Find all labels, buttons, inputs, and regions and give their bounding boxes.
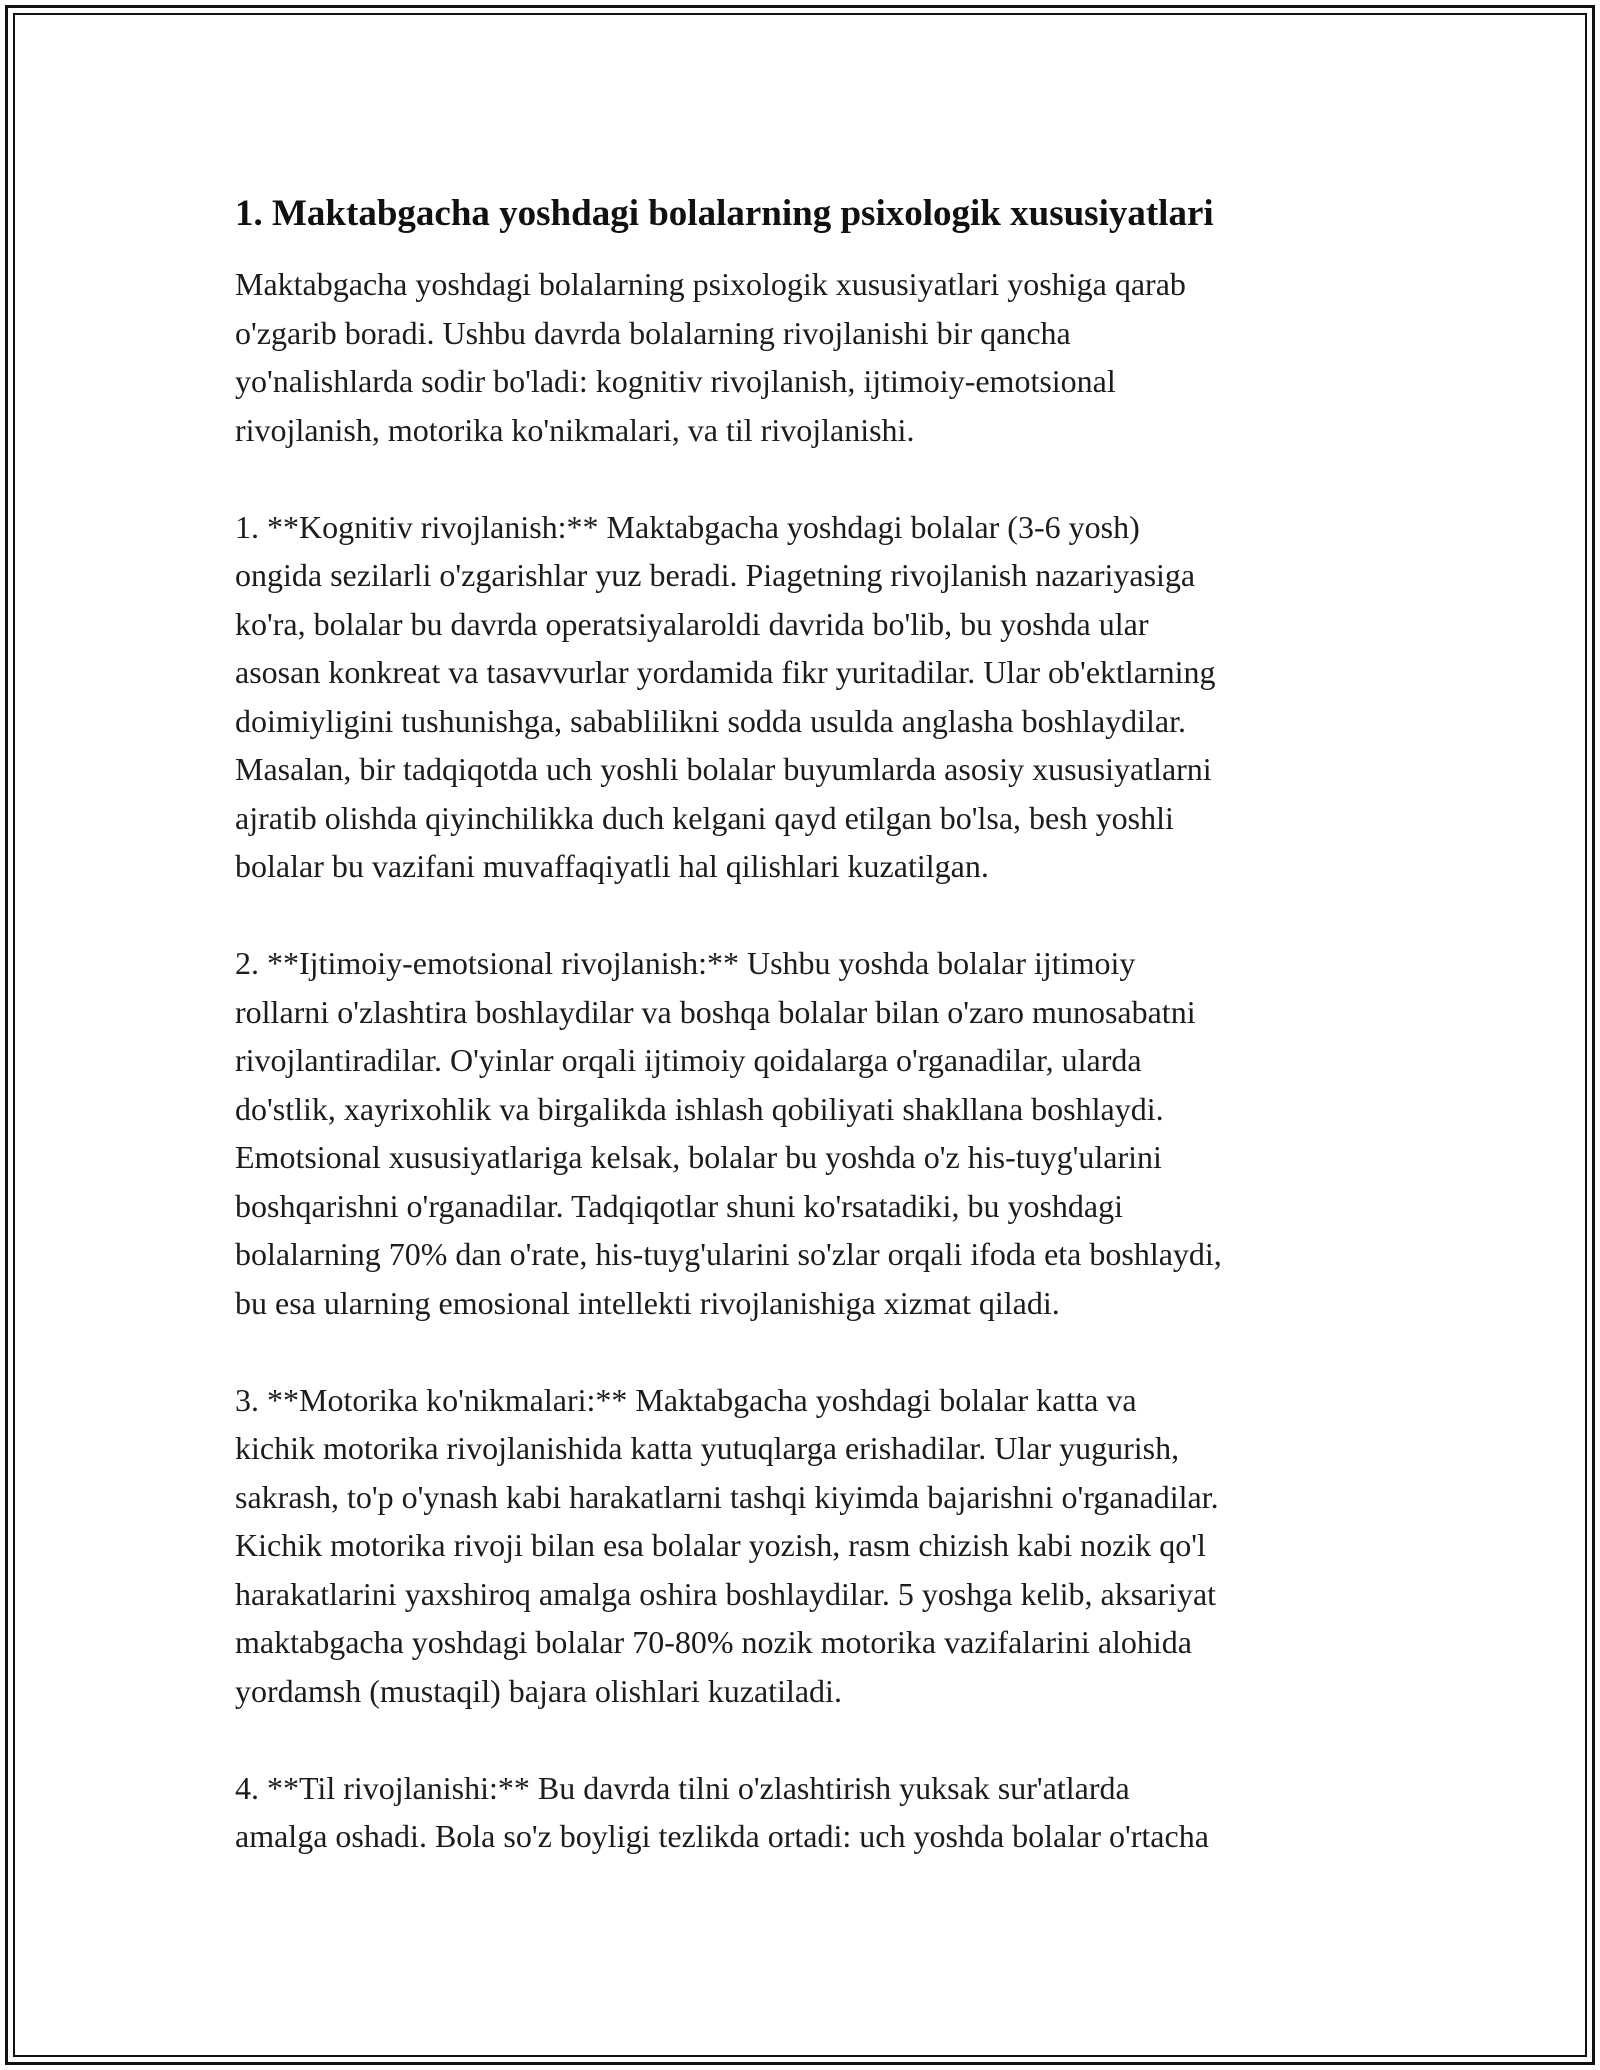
text-line: amalga oshadi. Bola so'z boyligi tezlikda ortadi: uch yoshda bolalar o'rtacha: [235, 1818, 1209, 1854]
text-line: bolalar bu vazifani muvaffaqiyatli hal qilishlari kuzatilgan.: [235, 848, 989, 884]
text-line: ongida sezilarli o'zgarishlar yuz beradi. Piagetning rivojlanish nazariyasiga: [235, 557, 1196, 593]
text-line: 4. **Til rivojlanishi:** Bu davrda tilni o'zlashtirish yuksak sur'atlarda: [235, 1769, 1130, 1806]
text-line: yordamsh (mustaqil) bajara olishlari kuzatiladi.: [235, 1672, 842, 1709]
text-line: doimiyligini tushunishga, sabablilikni sodda usulda anglasha boshlaydilar.: [235, 702, 1187, 739]
text-line: boshqarishni o'rganadilar. Tadqiqotlar shuni ko'rsatadiki, bu yoshdagi: [235, 1187, 1123, 1224]
text-line: rivojlanish, motorika ko'nikmalari, va til rivojlanishi.: [235, 411, 915, 448]
text-line: Masalan, bir tadqiqotda uch yoshli bolalar buyumlarda asosiy xususiyatlarni: [235, 751, 1212, 787]
text-line: harakatlarini yaxshiroq amalga oshira boshlaydilar. 5 yoshga kelib, aksariyat: [235, 1575, 1217, 1612]
text-line: 3. **Motorika ko'nikmalari:** Maktabgacha yoshdagi bolalar katta va: [235, 1381, 1137, 1418]
social-emotional-paragraph: [235, 939, 1385, 1327]
document-page: [235, 188, 1385, 1909]
text-line: rollarni o'zlashtira boshlaydilar va boshqa bolalar bilan o'zaro munosabatni: [235, 993, 1196, 1030]
text-line: kichik motorika rivojlanishida katta yutuqlarga erishadilar. Ular yugurish,: [235, 1430, 1180, 1466]
cognitive-paragraph: [235, 503, 1385, 891]
text-line: bu esa ularning emosional intellekti rivojlanishiga xizmat qiladi.: [235, 1284, 1060, 1321]
text-line: sakrash, to'p o'ynash kabi harakatlarni tashqi kiyimda bajarishni o'rganadilar.: [235, 1478, 1219, 1515]
text-line: Emotsional xususiyatlariga kelsak, bolalar bu yoshda o'z his-tuyg'ularini: [235, 1139, 1162, 1175]
text-line: Maktabgacha yoshdagi bolalarning psixologik xususiyatlari yoshiga qarab: [235, 266, 1186, 302]
intro-paragraph: [235, 260, 1385, 454]
document-title: 1. Maktabgacha yoshdagi bolalarning psixologik xususiyatlari: [235, 193, 1214, 234]
text-line: rivojlantiradilar. O'yinlar orqali ijtimoiy qoidalarga o'rganadilar, ularda: [235, 1042, 1142, 1078]
text-line: Kichik motorika rivoji bilan esa bolalar yozish, rasm chizish kabi nozik qo'l: [235, 1527, 1206, 1563]
text-line: yo'nalishlarda sodir bo'ladi: kognitiv rivojlanish, ijtimoiy-emotsional: [235, 363, 1116, 399]
text-line: ko'ra, bolalar bu davrda operatsiyalaroldi davrida bo'lib, bu yoshda ular: [235, 605, 1149, 642]
motor-skills-paragraph: [235, 1376, 1385, 1716]
text-line: 1. **Kognitiv rivojlanish:** Maktabgacha yoshdagi bolalar (3-6 yosh): [235, 508, 1140, 545]
text-line: maktabgacha yoshdagi bolalar 70-80% nozik motorika vazifalarini alohida: [235, 1624, 1192, 1660]
text-line: 2. **Ijtimoiy-emotsional rivojlanish:** Ushbu yoshda bolalar ijtimoiy: [235, 945, 1136, 981]
text-line: bolalarning 70% dan o'rate, his-tuyg'ularini so'zlar orqali ifoda eta boshlaydi,: [235, 1236, 1222, 1272]
text-line: asosan konkreat va tasavvurlar yordamida fikr yuritadilar. Ular ob'ektlarning: [235, 654, 1216, 690]
text-line: ajratib olishda qiyinchilikka duch kelgani qayd etilgan bo'lsa, besh yoshli: [235, 799, 1174, 836]
text-line: do'stlik, xayrixohlik va birgalikda ishlash qobiliyati shakllana boshlaydi.: [235, 1090, 1164, 1127]
language-paragraph: [235, 1764, 1385, 1861]
text-line: o'zgarib boradi. Ushbu davrda bolalarning rivojlanishi bir qancha: [235, 314, 1071, 351]
